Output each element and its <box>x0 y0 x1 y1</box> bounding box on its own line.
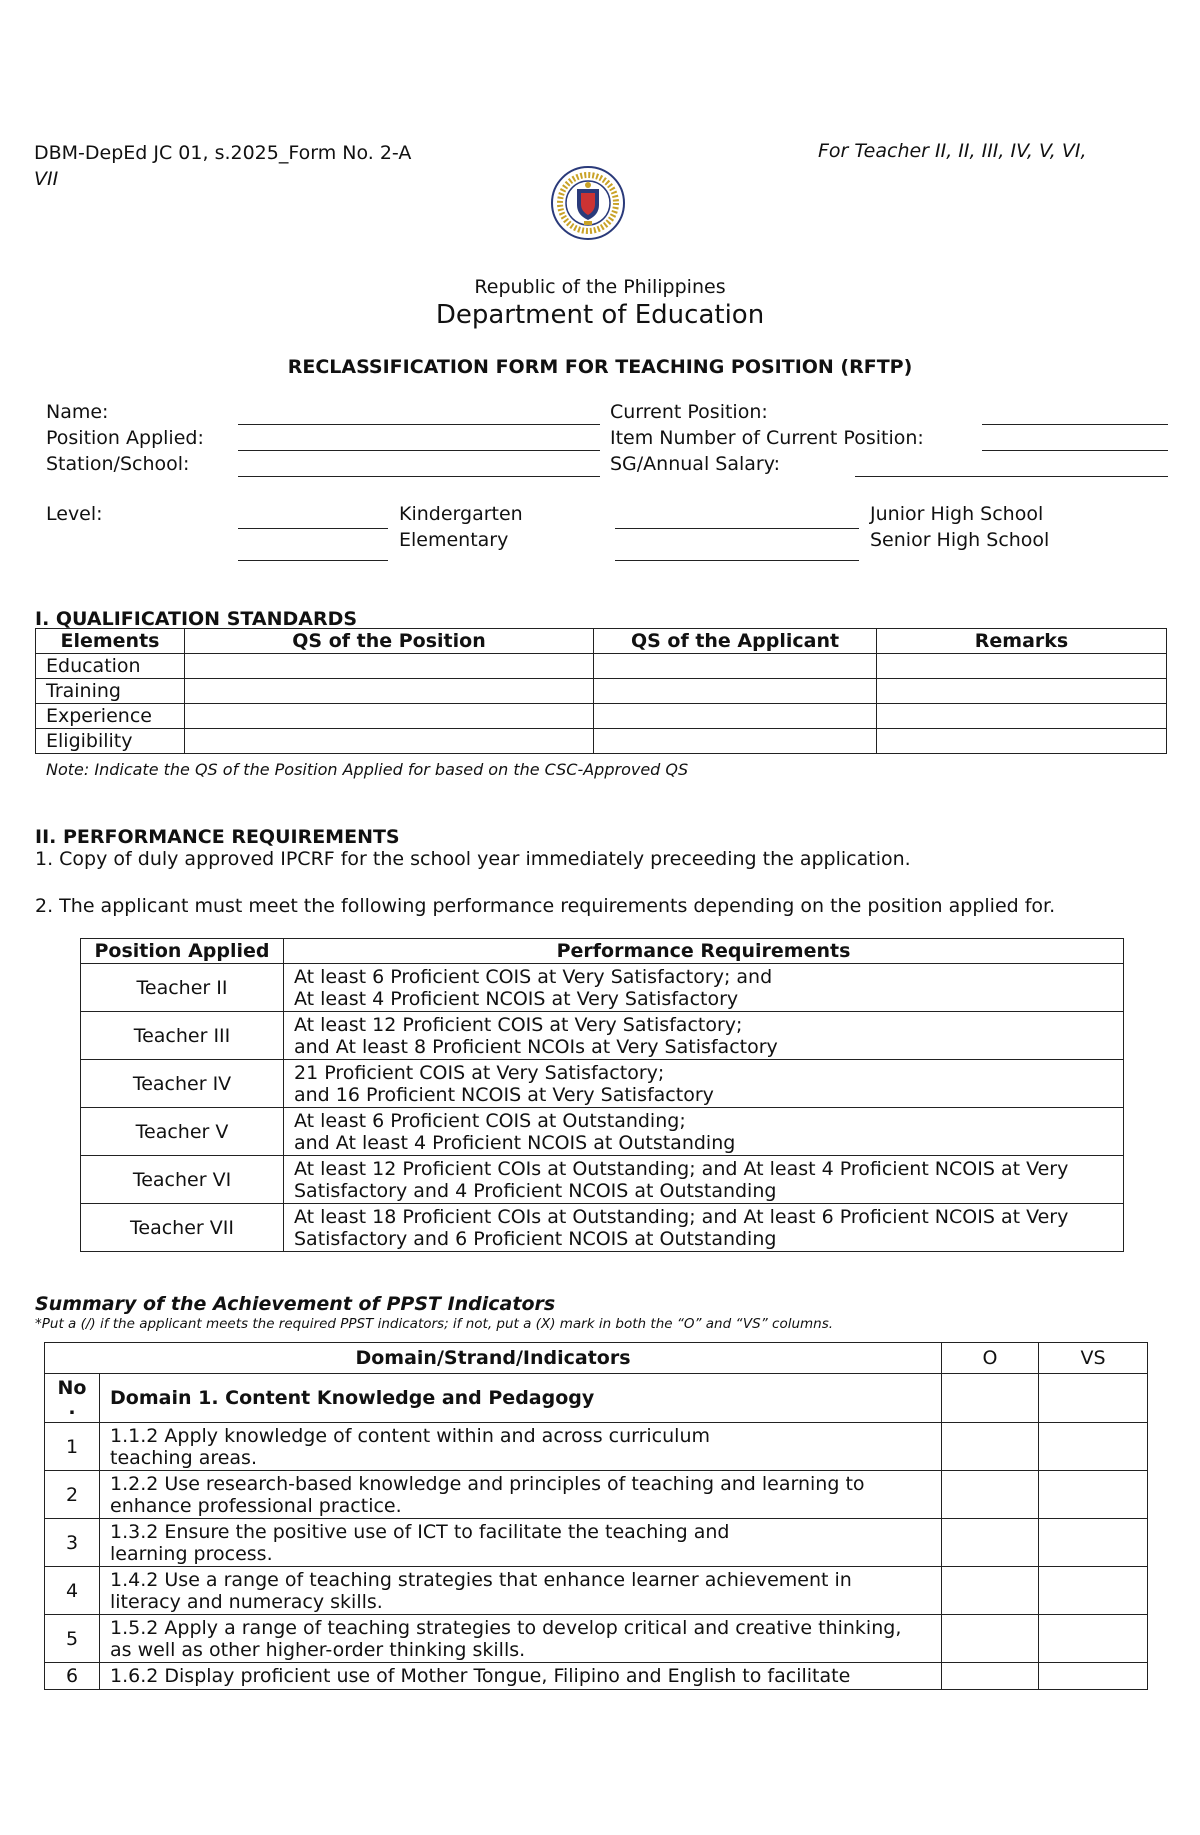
qs-header-elements: Elements <box>36 629 185 654</box>
performance-item-2: 2. The applicant must meet the following performance requirements depending on the position applied for. <box>35 895 1056 917</box>
ppst-o-cell[interactable] <box>942 1615 1039 1663</box>
ppst-ind-line1: 1.6.2 Display proficient use of Mother Tongue, Filipino and English to facilitate <box>110 1665 851 1687</box>
pr-requirement <box>284 1012 1124 1060</box>
table-row <box>45 1471 1148 1519</box>
ppst-ind-line2: as well as other higher-order thinking skills. <box>110 1638 526 1661</box>
ppst-o-cell[interactable] <box>942 1663 1039 1690</box>
pr-position: Teacher VI <box>81 1156 284 1204</box>
qs-header-applicant: QS of the Applicant <box>594 629 877 654</box>
ppst-header-o: O <box>942 1343 1039 1374</box>
qs-cell[interactable] <box>877 679 1167 704</box>
pr-position: Teacher II <box>81 964 284 1012</box>
qs-cell[interactable] <box>877 729 1167 754</box>
pr-req-line1: At least 12 Proficient COIs at Outstanding; and At least 4 Proficient NCOIS at Very <box>294 1157 1069 1180</box>
ppst-row-no: 5 <box>45 1615 100 1663</box>
elementary-label: Elementary <box>399 529 509 551</box>
ppst-table <box>44 1342 1148 1690</box>
qs-element-education: Education <box>36 654 185 679</box>
pr-req-line2: and At least 4 Proficient NCOIS at Outstanding <box>294 1131 736 1154</box>
ppst-o-cell[interactable] <box>942 1423 1039 1471</box>
republic-label: Republic of the Philippines <box>474 276 726 298</box>
ppst-no-header <box>45 1374 100 1423</box>
elementary-checkline[interactable] <box>238 560 388 561</box>
ppst-o-cell[interactable] <box>942 1567 1039 1615</box>
station-school-field[interactable] <box>238 476 600 477</box>
pr-req-line1: At least 6 Proficient COIS at Very Satisfactory; and <box>294 965 773 988</box>
qs-element-experience: Experience <box>36 704 185 729</box>
table-row <box>81 964 1124 1012</box>
for-teacher-note: For Teacher II, II, III, IV, V, VI, <box>818 140 1087 162</box>
qs-cell[interactable] <box>185 704 594 729</box>
ppst-ind-line1: 1.1.2 Apply knowledge of content within and across curriculum <box>110 1424 711 1447</box>
pr-req-line2: Satisfactory and 6 Proficient NCOIS at Outstanding <box>294 1227 777 1250</box>
pr-position: Teacher III <box>81 1012 284 1060</box>
item-number-label: Item Number of Current Position: <box>610 427 924 449</box>
pr-req-line1: At least 6 Proficient COIS at Outstanding; <box>294 1109 686 1132</box>
table-row <box>81 1204 1124 1252</box>
ppst-vs-cell[interactable] <box>1039 1663 1148 1690</box>
pr-requirement <box>284 1108 1124 1156</box>
qs-element-eligibility: Eligibility <box>36 729 185 754</box>
pr-position: Teacher IV <box>81 1060 284 1108</box>
pr-header-requirements: Performance Requirements <box>284 939 1124 964</box>
pr-position: Teacher VII <box>81 1204 284 1252</box>
junior-high-label: Junior High School <box>870 503 1044 525</box>
ppst-ind-line1: 1.4.2 Use a range of teaching strategies that enhance learner achievement in <box>110 1568 852 1591</box>
ppst-indicator <box>100 1471 942 1519</box>
item-number-field[interactable] <box>982 450 1168 451</box>
ppst-domain-row <box>45 1374 1148 1423</box>
kindergarten-label: Kindergarten <box>399 503 523 525</box>
senior-high-checkline[interactable] <box>615 560 859 561</box>
table-row <box>36 654 1167 679</box>
summary-instruction: *Put a (/) if the applicant meets the required PPST indicators; if not, put a (X) mark in both the “O” and “VS” columns. <box>35 1316 834 1332</box>
pr-req-line2: and At least 8 Proficient NCOIs at Very Satisfactory <box>294 1035 778 1058</box>
qualification-table <box>35 628 1167 754</box>
table-row <box>45 1567 1148 1615</box>
pr-header-position: Position Applied <box>81 939 284 964</box>
table-row <box>36 679 1167 704</box>
current-position-label: Current Position: <box>610 401 768 423</box>
station-school-label: Station/School: <box>46 453 190 475</box>
ppst-header-vs: VS <box>1039 1343 1148 1374</box>
ppst-header-domain: Domain/Strand/Indicators <box>45 1343 942 1374</box>
ppst-indicator <box>100 1519 942 1567</box>
pr-req-line1: 21 Proficient COIS at Very Satisfactory; <box>294 1061 665 1084</box>
table-row <box>45 1663 1148 1690</box>
deped-seal-logo <box>550 165 626 241</box>
table-row <box>81 1012 1124 1060</box>
qualification-title: I. QUALIFICATION STANDARDS <box>35 608 358 630</box>
pr-requirement <box>284 1060 1124 1108</box>
ppst-row-no: 3 <box>45 1519 100 1567</box>
performance-table <box>80 938 1124 1252</box>
junior-high-checkline[interactable] <box>615 528 859 529</box>
current-position-field[interactable] <box>982 424 1168 425</box>
ppst-ind-line2: enhance professional practice. <box>110 1494 402 1517</box>
qs-cell[interactable] <box>594 729 877 754</box>
level-label: Level: <box>46 503 103 525</box>
sg-salary-label: SG/Annual Salary: <box>610 453 780 475</box>
name-label: Name: <box>46 401 109 423</box>
pr-req-line2: and 16 Proficient NCOIS at Very Satisfactory <box>294 1083 714 1106</box>
performance-header-row <box>81 939 1124 964</box>
pr-req-line2: Satisfactory and 4 Proficient NCOIS at Outstanding <box>294 1179 777 1202</box>
ppst-ind-line1: 1.3.2 Ensure the positive use of ICT to facilitate the teaching and <box>110 1520 730 1543</box>
qs-cell[interactable] <box>594 704 877 729</box>
ppst-ind-line2: literacy and numeracy skills. <box>110 1590 383 1613</box>
ppst-domain-1: Domain 1. Content Knowledge and Pedagogy <box>100 1374 942 1423</box>
kindergarten-checkline[interactable] <box>238 528 388 529</box>
ppst-no-label: No <box>57 1377 87 1399</box>
ppst-o-cell[interactable] <box>942 1374 1039 1423</box>
ppst-ind-line1: 1.2.2 Use research-based knowledge and principles of teaching and learning to <box>110 1472 865 1495</box>
ppst-vs-cell[interactable] <box>1039 1615 1148 1663</box>
table-row <box>36 704 1167 729</box>
table-row <box>45 1615 1148 1663</box>
form-code-line1: DBM-DepEd JC 01, s.2025_Form No. 2-A <box>34 142 412 164</box>
ppst-vs-cell[interactable] <box>1039 1567 1148 1615</box>
pr-requirement <box>284 1156 1124 1204</box>
ppst-vs-cell[interactable] <box>1039 1519 1148 1567</box>
pr-req-line2: At least 4 Proficient NCOIS at Very Satisfactory <box>294 987 739 1010</box>
ppst-o-cell[interactable] <box>942 1519 1039 1567</box>
ppst-ind-line1: 1.5.2 Apply a range of teaching strategies to develop critical and creative thinking, <box>110 1616 902 1639</box>
pr-req-line1: At least 12 Proficient COIS at Very Satisfactory; <box>294 1013 743 1036</box>
department-title: Department of Education <box>435 300 765 330</box>
table-row <box>81 1060 1124 1108</box>
ppst-indicator <box>100 1615 942 1663</box>
ppst-row-no: 6 <box>45 1663 100 1690</box>
qs-cell[interactable] <box>594 679 877 704</box>
summary-title: Summary of the Achievement of PPST Indicators <box>35 1293 556 1315</box>
pr-requirement <box>284 964 1124 1012</box>
qs-cell[interactable] <box>594 654 877 679</box>
table-row <box>81 1156 1124 1204</box>
qs-header-remarks: Remarks <box>877 629 1167 654</box>
table-row <box>45 1519 1148 1567</box>
ppst-header-row <box>45 1343 1148 1374</box>
ppst-vs-cell[interactable] <box>1039 1423 1148 1471</box>
ppst-ind-line2: teaching areas. <box>110 1446 257 1469</box>
performance-item-1: 1. Copy of duly approved IPCRF for the school year immediately preceeding the application. <box>35 848 911 870</box>
form-code-line2: VII <box>34 168 59 190</box>
table-row <box>81 1108 1124 1156</box>
qs-cell[interactable] <box>877 654 1167 679</box>
qualification-header-row <box>36 629 1167 654</box>
pr-req-line1: At least 18 Proficient COIs at Outstanding; and At least 6 Proficient NCOIS at Very <box>294 1205 1069 1228</box>
pr-requirement <box>284 1204 1124 1252</box>
ppst-ind-line2: learning process. <box>110 1542 273 1565</box>
ppst-indicator <box>100 1567 942 1615</box>
performance-title: II. PERFORMANCE REQUIREMENTS <box>35 826 400 848</box>
name-field[interactable] <box>238 424 600 425</box>
ppst-vs-cell[interactable] <box>1039 1374 1148 1423</box>
table-row <box>45 1423 1148 1471</box>
form-code <box>34 140 494 192</box>
position-applied-field[interactable] <box>238 450 600 451</box>
ppst-row-no: 1 <box>45 1423 100 1471</box>
qualification-note: Note: Indicate the QS of the Position Applied for based on the CSC-Approved QS <box>46 760 689 779</box>
pr-position: Teacher V <box>81 1108 284 1156</box>
qs-cell[interactable] <box>185 729 594 754</box>
form-title: RECLASSIFICATION FORM FOR TEACHING POSITION (RFTP) <box>287 356 913 378</box>
qs-cell[interactable] <box>185 654 594 679</box>
senior-high-label: Senior High School <box>870 529 1050 551</box>
ppst-o-cell[interactable] <box>942 1471 1039 1519</box>
ppst-vs-cell[interactable] <box>1039 1471 1148 1519</box>
sg-salary-field[interactable] <box>855 476 1168 477</box>
ppst-no-dot: . <box>68 1397 76 1419</box>
qs-header-position: QS of the Position <box>185 629 594 654</box>
ppst-row-no: 2 <box>45 1471 100 1519</box>
qs-cell[interactable] <box>185 679 594 704</box>
position-applied-label: Position Applied: <box>46 427 204 449</box>
qs-element-training: Training <box>36 679 185 704</box>
ppst-indicator <box>100 1663 942 1690</box>
qs-cell[interactable] <box>877 704 1167 729</box>
ppst-indicator <box>100 1423 942 1471</box>
ppst-row-no: 4 <box>45 1567 100 1615</box>
table-row <box>36 729 1167 754</box>
